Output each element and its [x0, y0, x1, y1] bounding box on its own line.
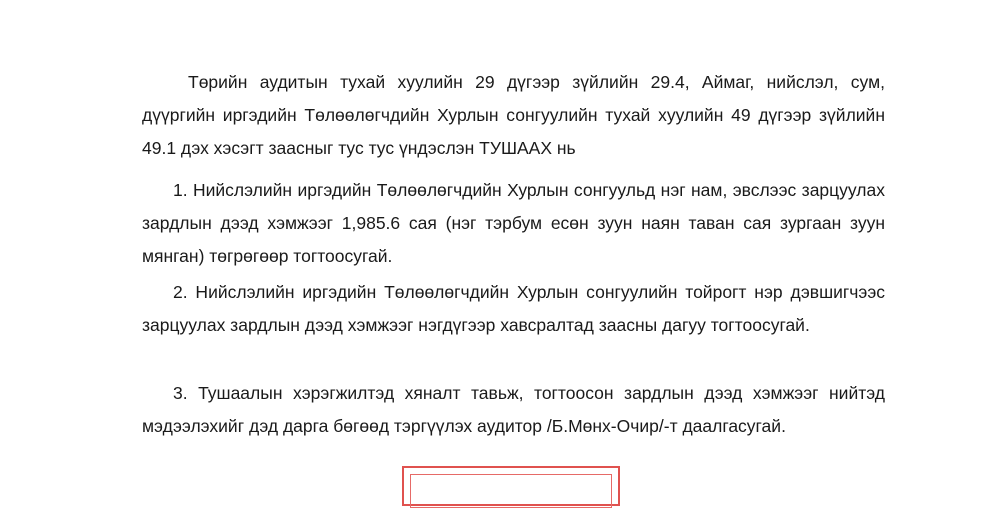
- red-stamp-inner-border: [410, 474, 612, 508]
- red-stamp: [402, 466, 620, 506]
- order-item-1: 1. Нийслэлийн иргэдийн Төлөөлөгчдийн Хурлын сонгуульд нэг нам, эвслээс зарцуулах зардлын дээд хэмжээг 1,985.6 сая (нэг тэрбум есөн зуун наян таван сая зургаан зуун мянган) төгрөгөөр тогтоосугай.: [142, 180, 885, 266]
- intro-paragraph: Төрийн аудитын тухай хуулийн 29 дүгээр зүйлийн 29.4, Аймаг, нийслэл, сум, дүүргийн иргэдийн Төлөөлөгчдийн Хурлын сонгуулийн тухай хуулийн 49 дүгээр зүйлийн 49.1 дэх хэсэгт заасныг тус тус үндэслэн ТУШААХ нь: [142, 72, 885, 158]
- order-item-2: 2. Нийслэлийн иргэдийн Төлөөлөгчдийн Хурлын сонгуулийн тойрогт нэр дэвшигчээс зарцуулах зардлын дээд хэмжээг нэгдүгээр хавсралтад заасны дагуу тогтоосугай.: [142, 282, 885, 335]
- order-item-3: 3. Тушаалын хэрэгжилтэд хяналт тавьж, тогтоосон зардлын дээд хэмжээг нийтэд мэдээлэхийг дэд дарга бөгөөд тэргүүлэх аудитор /Б.Мөнх-Очир/-т даалгасугай.: [142, 383, 885, 436]
